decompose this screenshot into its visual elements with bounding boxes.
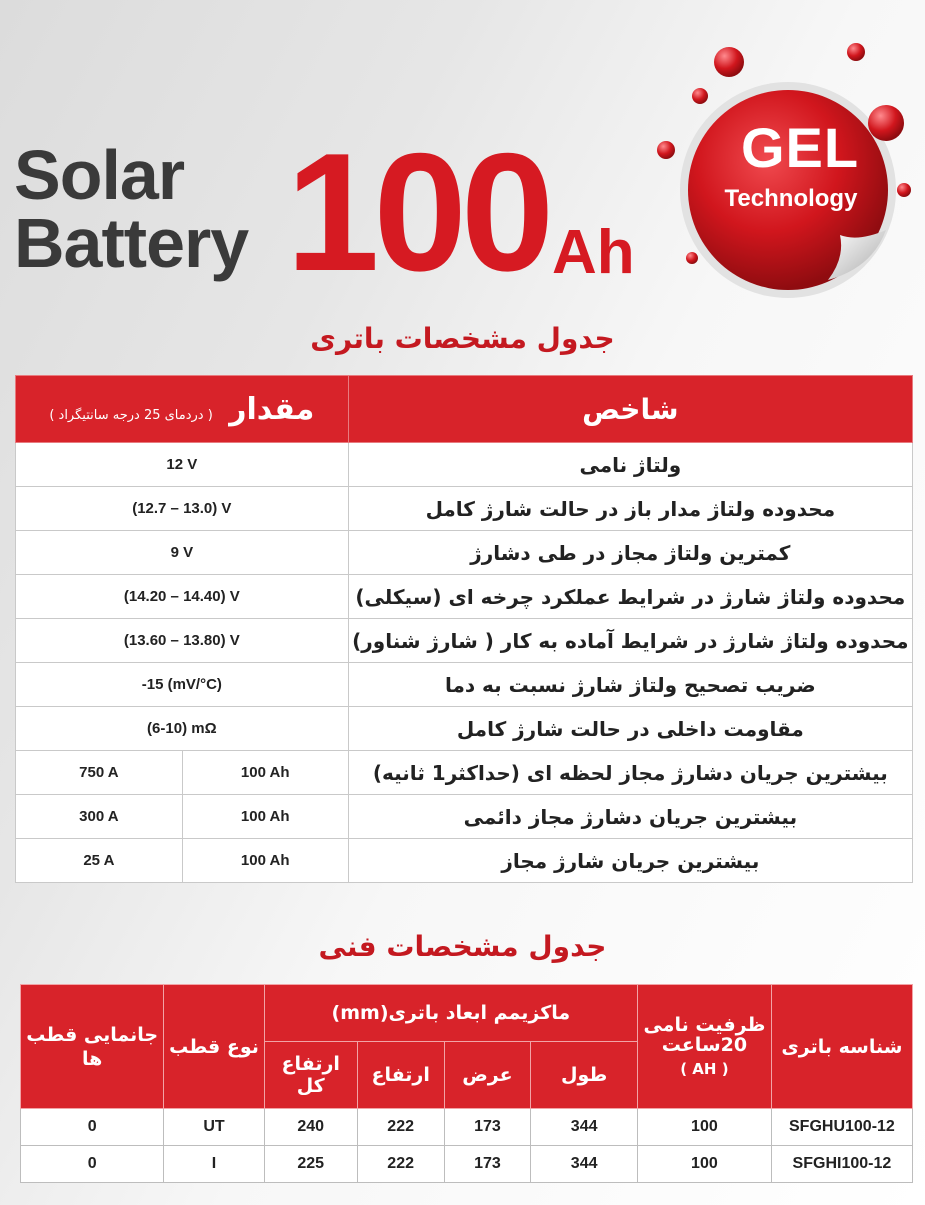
param-value: 9 V [16,531,349,575]
product-title [14,136,249,282]
table-row [21,1146,913,1183]
capacity-unit: Ah [552,218,635,287]
tech-table [20,984,913,1183]
capacity-number: 100 [286,118,549,306]
param-value-b: 750 A [16,751,183,795]
header-param: شاخص [348,376,912,443]
spec-table-header [16,376,913,443]
header-capacity-label: ظرفیت نامی 20ساعت [643,1013,766,1056]
cell-capacity: 100 [637,1146,771,1183]
table-row [16,575,913,619]
param-value: (6-10) mΩ [16,707,349,751]
param-value-b: 300 A [16,795,183,839]
badge-main-text: GEL [740,116,860,179]
header-id: شناسه باتری [771,985,912,1109]
cell-terminal-layout: 0 [21,1109,164,1146]
title-line-1: Solar [14,136,185,214]
header-value-note: ( دردمای 25 درجه سانتیگراد ) [49,407,213,423]
table-row [16,795,913,839]
param-name: کمترین ولتاژ مجاز در طی دشارژ [348,531,912,575]
header-value-label: مقدار [229,391,315,427]
table-row [16,531,913,575]
cell-terminal-type: I [164,1146,264,1183]
tech-section-title: جدول مشخصات فنی [318,930,607,963]
header-dimensions: ماکزیمم ابعاد باتری(mm) [264,985,637,1042]
param-value: (12.7 – 13.0) V [16,487,349,531]
table-row [16,663,913,707]
cell-length: 344 [531,1146,638,1183]
table-row [16,839,913,883]
param-value: -15 (mV/°C) [16,663,349,707]
table-row [16,443,913,487]
param-value-b: 25 A [16,839,183,883]
table-row [21,1109,913,1146]
param-value-a: 100 Ah [182,751,348,795]
header-width: عرض [444,1042,531,1109]
cell-total-height: 240 [264,1109,357,1146]
header-length: طول [531,1042,638,1109]
cell-id: SFGHU100-12 [771,1109,912,1146]
cell-terminal-type: UT [164,1109,264,1146]
table-row [16,707,913,751]
param-value: (14.20 – 14.40) V [16,575,349,619]
cell-length: 344 [531,1109,638,1146]
header-capacity [637,985,771,1109]
header-value [16,376,349,443]
header-capacity-unit: ( AH ) [680,1059,729,1078]
param-name: ضریب تصحیح ولتاژ شارژ نسبت به دما [348,663,912,707]
cell-capacity: 100 [637,1109,771,1146]
param-value: (13.60 – 13.80) V [16,619,349,663]
param-name: بیشترین جریان شارژ مجاز [348,839,912,883]
badge-sub-text: Technology [724,185,858,212]
param-name: مقاومت داخلی در حالت شارژ کامل [348,707,912,751]
spec-table [15,375,913,883]
header-terminal-layout: جانمایی قطب ها [21,985,164,1109]
param-name: بیشترین جریان دشارژ مجاز دائمی [348,795,912,839]
cell-terminal-layout: 0 [21,1146,164,1183]
header-height: ارتفاع [357,1042,444,1109]
cell-width: 173 [444,1146,531,1183]
param-value: 12 V [16,443,349,487]
param-value-a: 100 Ah [182,795,348,839]
title-line-2: Battery [14,204,249,282]
spec-section-title: جدول مشخصات باتری [310,322,615,355]
cell-width: 173 [444,1109,531,1146]
tech-header-row-1 [21,985,913,1042]
cell-id: SFGHI100-12 [771,1146,912,1183]
table-row [16,487,913,531]
param-value-a: 100 Ah [182,839,348,883]
header-terminal-type: نوع قطب [164,985,264,1109]
table-row [16,619,913,663]
param-name: محدوده ولتاژ شارژ در شرایط آماده به کار ( شارژ شناور) [348,619,912,663]
param-name: محدوده ولتاژ مدار باز در حالت شارژ کامل [348,487,912,531]
table-row [16,751,913,795]
param-name: بیشترین جریان دشارژ مجاز لحظه ای (حداکثر1 ثانیه) [348,751,912,795]
cell-total-height: 225 [264,1146,357,1183]
param-name: محدوده ولتاژ شارژ در شرایط عملکرد چرخه ای (سیکلی) [348,575,912,619]
param-name: ولتاژ نامی [348,443,912,487]
header-total-height: ارتفاع کل [264,1042,357,1109]
cell-height: 222 [357,1146,444,1183]
cell-height: 222 [357,1109,444,1146]
